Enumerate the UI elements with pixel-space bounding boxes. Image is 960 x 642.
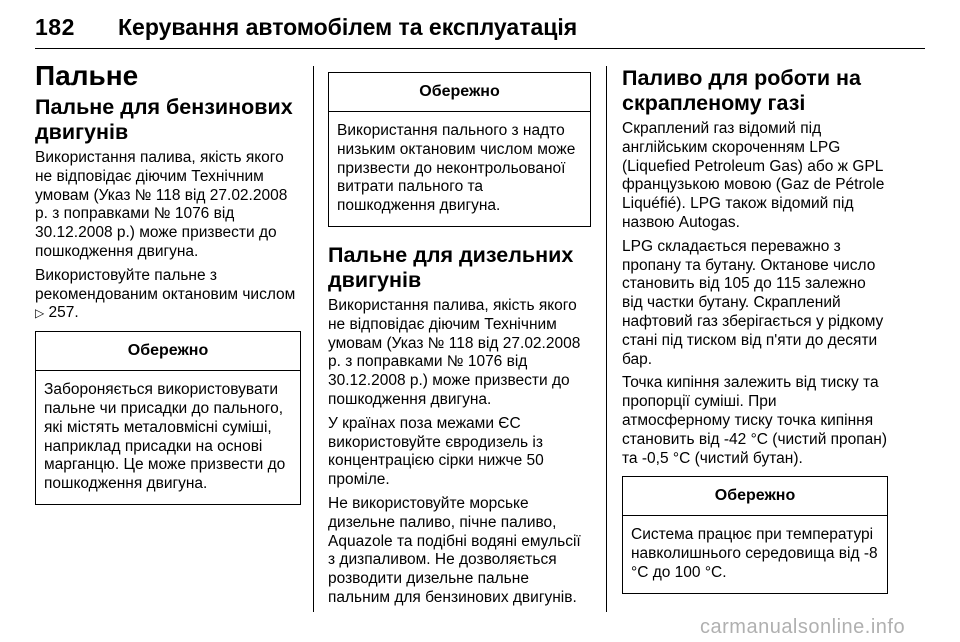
warning-box-low-octane bbox=[328, 72, 591, 227]
page-number: 182 bbox=[35, 14, 75, 40]
paragraph-diesel-quality: Використання палива, якість якого не відповідає діючим Технічним умовам (Указ № 118 від 27.02.2008 р. з поправками № 1076 від 30.12.2008 р.) може призвести до пошкодження двигуна. bbox=[328, 296, 581, 408]
warning-title: Обережно bbox=[329, 73, 590, 112]
warning-title: Обережно bbox=[623, 477, 887, 516]
octane-text: Використовуйте пальне з рекомендованим октановим числом bbox=[35, 266, 296, 303]
paragraph-eurodiesel: У країнах поза межами ЄС використовуйте євродизель із концентрацією сірки нижче 50 проміле. bbox=[328, 414, 544, 489]
column-2 bbox=[328, 72, 591, 613]
paragraph-marine-diesel: Не використовуйте морське дизельне паливо, пічне паливо, Aquazole та подібні водяні емульсії з дизпаливом. Не дозволяється розводити дизельне пальне пальним для бензинових двигунів. bbox=[328, 494, 581, 606]
column-divider-1 bbox=[313, 66, 314, 612]
warning-text: Використання пального з надто низьким октановим числом може призвести до неконтрольованої витрати пального та пошкодження двигуна. bbox=[337, 122, 576, 215]
column-divider-2 bbox=[606, 66, 607, 612]
subtitle-lpg: Паливо для роботи на скрапленому газі bbox=[622, 66, 861, 115]
paragraph-lpg-composition: LPG складається переважно з пропану та бутану. Октанове число становить від 105 до 115 залежно від частки бутану. Скраплений нафтовий газ зберігається у рідкому стані під тиском від п'яти до десяти бар. bbox=[622, 237, 884, 368]
warning-text: Система працює при температурі навколишнього середовища від -8 °C до 100 °C. bbox=[631, 526, 878, 581]
warning-text: Забороняється використовувати пальне чи присадки до пального, які містять металовмісні суміші, наприклад присадки на основі марганцю. Це може призвести до пошкодження двигуна. bbox=[44, 381, 286, 493]
paragraph-lpg-definition: Скраплений газ відомий під англійським скороченням LPG (Liquefied Petroleum Gas) або ж GPL французькою мовою (Gaz de Pétrole Liquéfié). LPG також відомий під назвою Autogas. bbox=[622, 120, 885, 231]
warning-title: Обережно bbox=[36, 332, 300, 371]
running-title: Керування автомобілем та експлуатація bbox=[118, 14, 578, 40]
subtitle-diesel: Пальне для дизельних двигунів bbox=[328, 242, 574, 292]
column-1 bbox=[35, 60, 301, 515]
column-3 bbox=[622, 66, 888, 604]
page-reference-icon: ▷ bbox=[35, 306, 45, 321]
warning-box-temperature bbox=[622, 476, 888, 593]
paragraph-boiling-point: Точка кипіння залежить від тиску та пропорції суміші. При атмосферному тиску точка кипіння становить від -42 °C (чистий пропан) та -0,5 °C (чистий бутан). bbox=[622, 374, 888, 467]
paragraph-octane bbox=[35, 267, 301, 323]
page-header bbox=[35, 14, 925, 54]
subtitle-petrol: Пальне для бензинових двигунів bbox=[35, 95, 293, 144]
paragraph-petrol-quality: Використання палива, якість якого не відповідає діючим Технічним умовам (Указ № 118 від 27.02.2008 р. з поправками № 1076 від 30.12.2008 р.) може призвести до пошкодження двигуна. bbox=[35, 149, 288, 260]
warning-box-metal-additives bbox=[35, 331, 301, 505]
section-title: Пальне bbox=[35, 60, 139, 91]
header-rule bbox=[35, 48, 925, 49]
watermark: carmanualsonline.info bbox=[700, 616, 906, 638]
octane-page-ref[interactable]: 257. bbox=[48, 304, 79, 322]
